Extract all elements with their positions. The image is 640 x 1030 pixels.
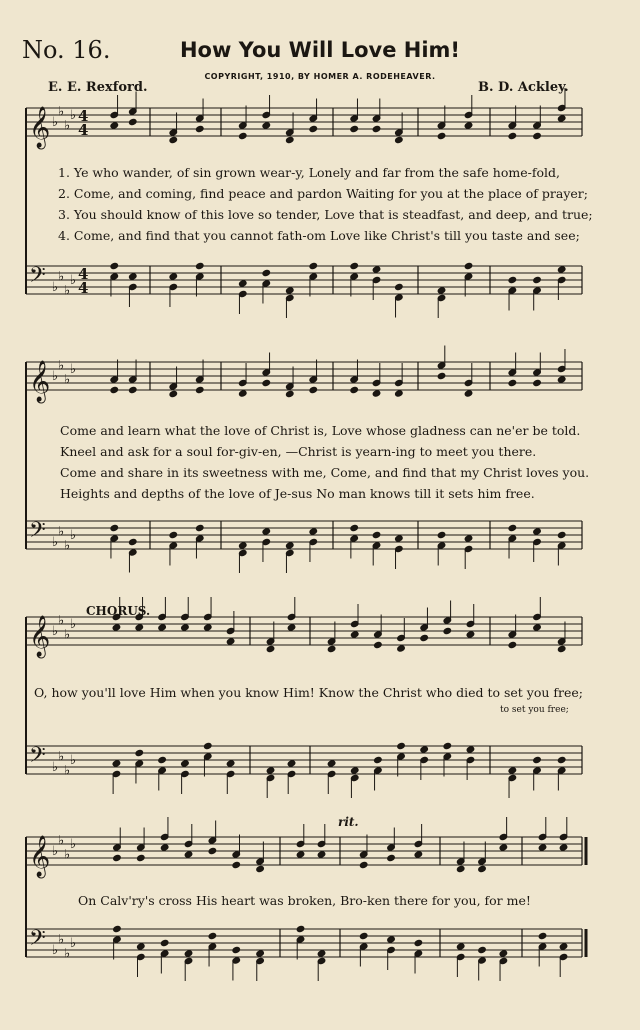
treble-clef-icon: 𝄞 <box>29 107 51 148</box>
verse2-line-1: Come and learn what the love of Christ is, Love whose gladness can ne'er be told. <box>60 423 581 438</box>
note-head <box>557 376 566 383</box>
note-head <box>559 844 568 851</box>
note-head <box>387 936 396 943</box>
flat-icon: ♭ <box>52 280 59 295</box>
note-head <box>169 273 178 280</box>
note-head <box>184 851 193 858</box>
flat-icon: ♭ <box>70 753 77 768</box>
note-head <box>374 756 383 763</box>
time-signature: 4 <box>78 265 89 283</box>
note-head <box>372 125 381 132</box>
note-head <box>262 379 271 386</box>
note-head <box>414 939 423 946</box>
flat-icon: ♭ <box>58 749 65 765</box>
note-head <box>466 631 475 638</box>
note-head <box>128 538 137 545</box>
note-head <box>112 624 121 631</box>
flat-icon: ♭ <box>58 524 65 540</box>
note-head <box>110 122 119 129</box>
note-head <box>359 861 368 868</box>
note-head <box>238 132 247 139</box>
note-head <box>508 276 517 283</box>
note-head <box>256 950 265 957</box>
note-head <box>285 390 294 397</box>
note-head <box>226 760 235 767</box>
note-head <box>169 390 178 397</box>
note-head <box>533 132 542 139</box>
note-head <box>195 125 204 132</box>
note-head <box>113 925 122 932</box>
note-head <box>538 844 547 851</box>
note-head <box>195 524 204 531</box>
note-head <box>296 851 305 858</box>
flat-icon: ♭ <box>52 115 59 130</box>
bass-clef-icon: 𝄢 <box>29 743 46 773</box>
note-head <box>559 943 568 950</box>
flat-icon: ♭ <box>64 118 71 134</box>
verse2-line-4: Heights and depths of the love of Je-sus No man knows till it sets him free. <box>60 486 535 501</box>
note-head <box>372 390 381 397</box>
flat-icon: ♭ <box>70 528 77 543</box>
note-head <box>238 542 247 549</box>
note-head <box>287 760 296 767</box>
verse-line-1: 1. Ye who wander, of sin grown wear-y, Lonely and far from the safe home-fold, <box>58 165 560 180</box>
note-head <box>508 524 517 531</box>
note-head <box>456 865 465 872</box>
flat-icon: ♭ <box>64 627 71 643</box>
note-head <box>414 851 423 858</box>
note-head <box>533 276 542 283</box>
note-head <box>262 122 271 129</box>
note-head <box>443 742 452 749</box>
verse-line-2: 2. Come, and coming, find peace and pardon Waiting for you at the place of prayer; <box>58 186 588 201</box>
bass-clef-icon: 𝄢 <box>29 263 46 293</box>
note-head <box>158 624 167 631</box>
note-head <box>359 932 368 939</box>
flat-icon: ♭ <box>52 943 59 958</box>
note-head <box>128 118 137 125</box>
note-head <box>466 746 475 753</box>
note-head <box>195 386 204 393</box>
flat-icon: ♭ <box>58 269 65 285</box>
note-head <box>158 756 167 763</box>
flat-icon: ♭ <box>70 837 77 852</box>
note-head <box>350 524 359 531</box>
flat-icon: ♭ <box>70 273 77 288</box>
note-head <box>135 624 144 631</box>
chorus-echo-lyric: to set you free; <box>500 705 569 715</box>
note-head <box>181 624 190 631</box>
note-head <box>557 531 566 538</box>
note-head <box>557 756 566 763</box>
note-head <box>350 386 359 393</box>
flat-icon: ♭ <box>64 283 71 299</box>
note-head <box>181 760 190 767</box>
flat-icon: ♭ <box>58 104 65 120</box>
flat-icon: ♭ <box>52 369 59 384</box>
note-head <box>508 379 517 386</box>
note-head <box>309 386 318 393</box>
note-head <box>262 269 271 276</box>
note-head <box>285 136 294 143</box>
note-head <box>395 283 404 290</box>
flat-icon: ♭ <box>52 624 59 639</box>
note-head <box>437 531 446 538</box>
note-head <box>195 262 204 269</box>
verse2-line-2: Kneel and ask for a soul for-giv-en, —Christ is yearn-ing to meet you there. <box>60 444 537 459</box>
note-head <box>169 531 178 538</box>
flat-icon: ♭ <box>70 617 77 632</box>
note-head <box>464 535 473 542</box>
note-head <box>296 925 305 932</box>
note-head <box>110 262 119 269</box>
flat-icon: ♭ <box>64 847 71 863</box>
note-head <box>478 865 487 872</box>
flat-icon: ♭ <box>64 946 71 962</box>
note-head <box>208 932 217 939</box>
note-head <box>420 746 429 753</box>
note-head <box>169 136 178 143</box>
note-head <box>456 943 465 950</box>
note-head <box>499 950 508 957</box>
note-head <box>256 865 265 872</box>
note-head <box>437 132 446 139</box>
chorus-lyric-line-1: O, how you'll love Him when you know Him! Know the Christ who died to set you free; <box>34 685 583 700</box>
note-head <box>232 861 241 868</box>
flat-icon: ♭ <box>70 362 77 377</box>
note-head <box>372 266 381 273</box>
note-head <box>387 854 396 861</box>
note-head <box>317 851 326 858</box>
note-head <box>113 854 122 861</box>
note-head <box>533 528 542 535</box>
note-head <box>327 645 336 652</box>
note-head <box>508 132 517 139</box>
flat-icon: ♭ <box>52 535 59 550</box>
note-head <box>443 627 452 634</box>
note-head <box>110 524 119 531</box>
flat-icon: ♭ <box>58 932 65 948</box>
bass-clef-icon: 𝄢 <box>29 926 46 956</box>
note-head <box>238 280 247 287</box>
chorus-label: CHORUS. <box>86 604 151 618</box>
note-head <box>478 946 487 953</box>
note-head <box>395 136 404 143</box>
note-head <box>508 641 517 648</box>
note-head <box>538 932 547 939</box>
note-head <box>285 287 294 294</box>
chorus-lyric-line-2: On Calv'ry's cross His heart was broken, Bro-ken there for you, for me! <box>78 893 531 908</box>
verses-part-two <box>60 420 589 504</box>
treble-clef-icon: 𝄞 <box>29 836 51 877</box>
note-head <box>557 115 566 122</box>
note-head <box>557 645 566 652</box>
flat-icon: ♭ <box>70 936 77 951</box>
flat-icon: ♭ <box>52 760 59 775</box>
flat-icon: ♭ <box>64 763 71 779</box>
note-head <box>350 125 359 132</box>
note-head <box>285 542 294 549</box>
note-head <box>160 844 169 851</box>
note-head <box>135 749 144 756</box>
note-head <box>287 624 296 631</box>
note-head <box>309 262 318 269</box>
time-signature: 4 <box>78 121 89 139</box>
note-head <box>437 287 446 294</box>
flat-icon: ♭ <box>70 108 77 123</box>
note-head <box>372 531 381 538</box>
flat-icon: ♭ <box>58 358 65 374</box>
note-head <box>533 624 542 631</box>
lyricist-credit: E. E. Rexford. <box>48 80 148 95</box>
flat-icon: ♭ <box>64 538 71 554</box>
note-head <box>499 844 508 851</box>
note-head <box>110 386 119 393</box>
time-signature: 4 <box>78 107 89 125</box>
note-head <box>508 767 517 774</box>
note-head <box>395 390 404 397</box>
bass-clef-icon: 𝄢 <box>29 518 46 548</box>
note-head <box>350 262 359 269</box>
note-head <box>112 760 121 767</box>
note-head <box>226 638 235 645</box>
note-head <box>420 634 429 641</box>
treble-clef-icon: 𝄞 <box>29 361 51 402</box>
note-head <box>262 528 271 535</box>
note-head <box>137 943 146 950</box>
note-head <box>137 854 146 861</box>
note-head <box>350 767 359 774</box>
verse2-line-3: Come and share in its sweetness with me, Come, and find that my Christ loves you. <box>60 465 590 480</box>
note-head <box>238 390 247 397</box>
note-head <box>266 767 275 774</box>
copyright-notice: COPYRIGHT, 1910, BY HOMER A. RODEHEAVER. <box>204 72 436 81</box>
hymn-number: No. 16. <box>22 36 111 64</box>
note-head <box>184 950 193 957</box>
note-head <box>309 125 318 132</box>
hymn-title: How You Will Love Him! <box>179 38 461 62</box>
flat-icon: ♭ <box>64 372 71 388</box>
note-head <box>350 631 359 638</box>
composer-credit: B. D. Ackley. <box>478 80 569 95</box>
note-head <box>203 624 212 631</box>
note-head <box>232 946 241 953</box>
note-head <box>128 273 137 280</box>
note-head <box>128 386 137 393</box>
note-head <box>160 939 169 946</box>
treble-clef-icon: 𝄞 <box>29 616 51 657</box>
verse-line-3: 3. You should know of this love so tender, Love that is steadfast, and deep, and true; <box>58 207 593 222</box>
note-head <box>464 122 473 129</box>
note-head <box>437 372 446 379</box>
note-head <box>557 266 566 273</box>
note-head <box>327 760 336 767</box>
note-head <box>533 756 542 763</box>
note-head <box>203 742 212 749</box>
verse-line-4: 4. Come, and find that you cannot fath-om Love like Christ's till you taste and see; <box>58 228 580 243</box>
time-signature: 4 <box>78 279 89 297</box>
note-head <box>309 528 318 535</box>
note-head <box>397 645 406 652</box>
flat-icon: ♭ <box>58 833 65 849</box>
note-head <box>397 742 406 749</box>
note-head <box>464 262 473 269</box>
ritardando-mark: rit. <box>338 815 359 829</box>
note-head <box>395 535 404 542</box>
note-head <box>266 645 275 652</box>
flat-icon: ♭ <box>52 844 59 859</box>
verses-part-one <box>58 162 593 246</box>
note-head <box>464 390 473 397</box>
note-head <box>208 847 217 854</box>
flat-icon: ♭ <box>58 613 65 629</box>
note-head <box>374 641 383 648</box>
note-head <box>317 950 326 957</box>
note-head <box>533 379 542 386</box>
